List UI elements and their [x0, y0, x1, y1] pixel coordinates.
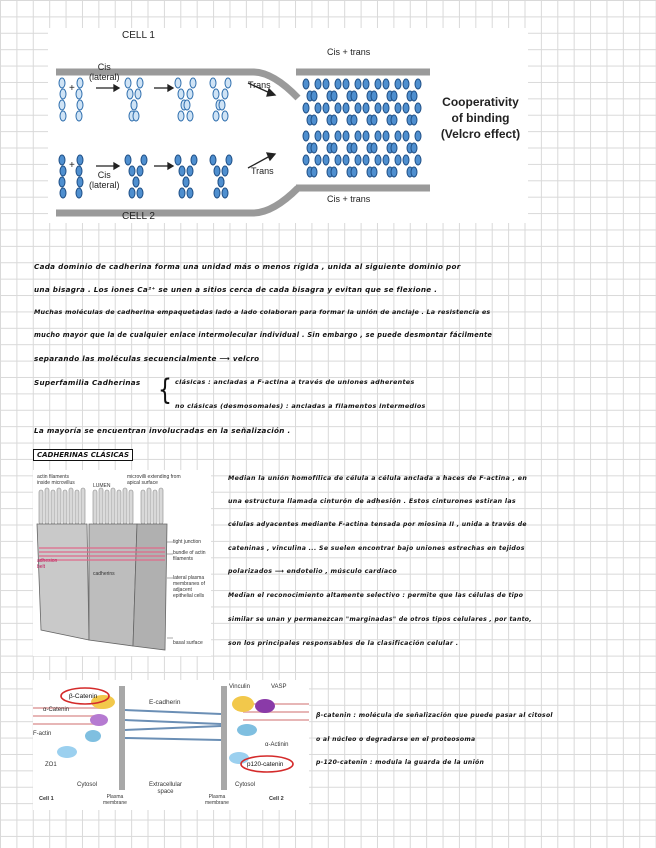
zo1-label: ZO1: [45, 762, 57, 768]
para2-line-7: similar se unan y permanezcan "marginadas" de otros tipos celulares , por tanto,: [228, 616, 532, 623]
note-line-1: Cada dominio de cadherina forma una unidad más o menos rígida , unida al siguiente dominio por: [34, 262, 461, 271]
cis-lateral-label-top: Cis (lateral): [89, 62, 120, 82]
figure-catenin-complex: [33, 680, 309, 810]
trans-label-top: Trans: [248, 80, 271, 90]
b-catenin-note-2: o al núcleo o degradarse en el proteosoma: [316, 736, 476, 743]
note-line-4: mucho mayor que la de cualquier enlace intermolecular individual . Sin embargo , se puede desmontar fácilmente: [34, 331, 493, 339]
tight-junction-label: tight junction: [173, 539, 202, 545]
coop-line-1: Cooperativity: [442, 95, 519, 109]
e-cadherin-label: E-cadherin: [149, 699, 181, 706]
microvilli-label: microvilli extending from apical surface: [127, 474, 181, 486]
para2-line-1: Median la unión homofílica de célula a célula anclada a haces de F-actina , en: [228, 475, 528, 482]
classic-cadherins: clásicas : ancladas a F-actina a través de uniones adherentes: [175, 378, 415, 386]
p120-catenin-note: p-120-catenin : modula la guarda de la unión: [316, 759, 485, 766]
note-line-6: La mayoría se encuentran involucradas en la señalización .: [34, 426, 291, 435]
p120-catenin-label: p120-catenin: [247, 761, 284, 768]
cis-lateral-label-bottom: Cis (lateral): [89, 170, 120, 190]
brace: {: [158, 374, 172, 407]
plasma-membrane-right: Plasma membrane: [205, 794, 229, 806]
para2-line-4: cateninas , vinculina ... Se suelen encontrar bajo uniones estrechas en tejidos: [228, 545, 525, 552]
lateral-membranes-label: lateral plasma membranes of adjacent epithelial cells: [173, 575, 205, 599]
lumen-label: LUMEN: [93, 483, 111, 489]
cell2-label: CELL 2: [122, 211, 155, 222]
plus-sign-top: +: [69, 83, 75, 94]
b-catenin-note: β-catenin : molécula de señalización que puede pasar al citosol: [316, 712, 553, 719]
cell1-label: CELL 1: [122, 30, 155, 41]
extracellular-label: Extracellular space: [149, 782, 183, 795]
figure-cadherin-velcro: [48, 28, 528, 223]
cell2-bottom-label: Cell 2: [269, 796, 284, 802]
cadherin-monomer: [59, 78, 66, 121]
cadherins-label: cadherins: [93, 571, 115, 577]
note-line-3: Muchas moléculas de cadherina empaquetadas lado a lado colaboran para formar la unión de anclaje . La resistencia es: [34, 308, 491, 316]
bundle-label: bundle of actin filaments: [173, 550, 206, 562]
section-title-cadherinas-clasicas: CADHERINAS CLÁSICAS: [33, 449, 133, 461]
cytosol-right-label: Cytosol: [235, 782, 256, 788]
plus-sign-bottom: +: [69, 160, 75, 171]
figure-adhesion-belt: [33, 470, 211, 656]
cis-trans-label-bottom: Cis + trans: [327, 194, 371, 204]
nonclassic-cadherins: no clásicas (desmosomales) : ancladas a filamentos intermedios: [175, 402, 426, 410]
cis-trans-label-top: Cis + trans: [327, 47, 371, 57]
adhesion-belt-label: adhesion belt: [37, 558, 58, 570]
a-catenin-label: α-Catenin: [43, 707, 70, 713]
coop-line-3: (Velcro effect): [440, 127, 521, 141]
f-actin-label: F-actin: [33, 731, 52, 737]
coop-line-2: of binding: [451, 111, 510, 125]
para2-line-6: Median el reconocimiento altamente selectivo : permite que las células de tipo: [228, 592, 524, 599]
para2-line-2: una estructura llamada cinturón de adhesión . Estos cinturones estiran las: [228, 498, 516, 505]
para2-line-8: son los principales responsables de la clasificación celular .: [228, 640, 459, 647]
basal-surface-label: basal surface: [173, 640, 203, 646]
a-actinin-label: α-Actinin: [265, 742, 289, 748]
actin-filaments-label: actin filaments inside microvillus: [37, 474, 75, 486]
para2-line-3: células adyacentes mediante F-actina tensada por miosina II , unida a través de: [228, 521, 527, 528]
cooperativity-title: [433, 94, 528, 142]
plasma-membrane-left: Plasma membrane: [103, 794, 127, 806]
vinculin-label: Vinculin: [229, 684, 250, 690]
superfamily-label: Superfamilia Cadherinas: [34, 378, 141, 387]
cell1-bottom-label: Cell 1: [39, 796, 54, 802]
cytosol-left-label: Cytosol: [77, 782, 98, 788]
note-line-2: una bisagra . Los iones Ca²⁺ se unen a sitios cerca de cada bisagra y evitan que se flexione .: [34, 285, 438, 294]
b-catenin-label: β-Catenin: [69, 693, 98, 700]
vasp-label: VASP: [271, 684, 287, 690]
note-line-5: separando las moléculas secuencialmente ⟶ velcro: [34, 354, 260, 363]
para2-line-5: polarizados ⟶ endotelio , músculo cardíaco: [228, 568, 398, 575]
trans-label-bottom: Trans: [251, 166, 274, 176]
